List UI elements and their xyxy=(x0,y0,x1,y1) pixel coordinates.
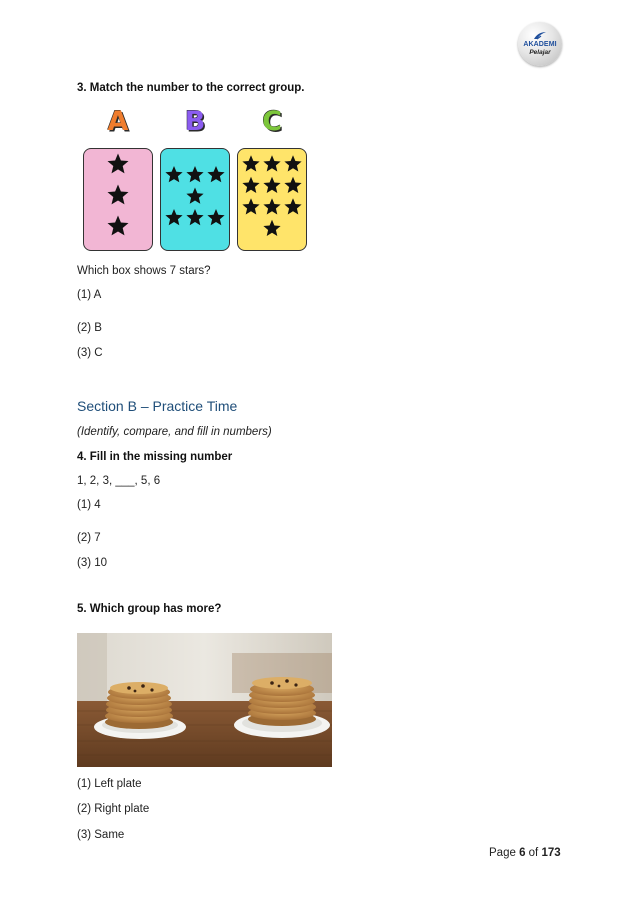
star-icon xyxy=(186,188,203,204)
q3-option-1: (1) A xyxy=(77,289,102,301)
star-icon xyxy=(108,154,129,174)
q5-option-2: (2) Right plate xyxy=(77,803,150,815)
star-icon xyxy=(165,166,182,182)
question-3-title: 3. Match the number to the correct group. xyxy=(77,82,305,94)
star-group-c xyxy=(238,149,306,250)
group-b-letter: B xyxy=(184,106,206,137)
star-icon xyxy=(165,209,182,225)
group-a-letter: A xyxy=(107,106,129,137)
star-icon xyxy=(207,166,224,182)
star-group-b xyxy=(161,149,229,250)
star-icon xyxy=(207,209,224,225)
star-icon xyxy=(284,177,301,193)
number-sequence: 1, 2, 3, ___, 5, 6 xyxy=(77,475,161,487)
q5-option-1: (1) Left plate xyxy=(77,778,142,790)
q4-option-3: (3) 10 xyxy=(77,557,108,569)
section-b-subtitle: (Identify, compare, and fill in numbers) xyxy=(77,426,272,438)
cookie-plates-photo xyxy=(77,633,332,767)
star-icon xyxy=(263,155,280,171)
section-b-heading: Section B – Practice Time xyxy=(77,398,238,414)
star-icon xyxy=(284,155,301,171)
group-c-letter: C xyxy=(262,106,282,137)
q3-option-2: (2) B xyxy=(77,322,102,334)
star-group-a xyxy=(84,149,152,250)
current-page: 6 xyxy=(519,847,526,859)
question-5-title: 5. Which group has more? xyxy=(77,603,222,615)
star-icon xyxy=(242,155,259,171)
group-b-box xyxy=(160,148,230,251)
star-icon xyxy=(186,166,203,182)
logo-line2: Pelajar xyxy=(529,49,551,56)
akademi-pelajar-logo xyxy=(518,22,562,66)
group-c-box xyxy=(237,148,307,251)
q3-option-3: (3) C xyxy=(77,347,103,359)
q4-option-1: (1) 4 xyxy=(77,499,101,511)
star-icon xyxy=(108,185,129,205)
star-icon xyxy=(263,198,280,214)
star-icon xyxy=(108,216,129,236)
question-3-prompt: Which box shows 7 stars? xyxy=(77,265,211,277)
total-pages: 173 xyxy=(541,847,561,859)
page-prefix: Page xyxy=(489,847,520,859)
page-number xyxy=(489,847,561,859)
page-of: of xyxy=(525,847,542,859)
star-icon xyxy=(242,198,259,214)
q4-option-2: (2) 7 xyxy=(77,532,101,544)
q5-option-3: (3) Same xyxy=(77,829,125,841)
star-icon xyxy=(242,177,259,193)
left-cookie-stack xyxy=(105,682,173,729)
swoosh-icon xyxy=(532,31,548,41)
star-icon xyxy=(263,177,280,193)
logo-line1: AKADEMI xyxy=(523,41,557,48)
group-a-box xyxy=(83,148,153,251)
star-icon xyxy=(263,220,280,236)
question-4-title: 4. Fill in the missing number xyxy=(77,451,233,463)
star-icon xyxy=(284,198,301,214)
right-cookie-stack xyxy=(248,677,316,726)
star-icon xyxy=(186,209,203,225)
